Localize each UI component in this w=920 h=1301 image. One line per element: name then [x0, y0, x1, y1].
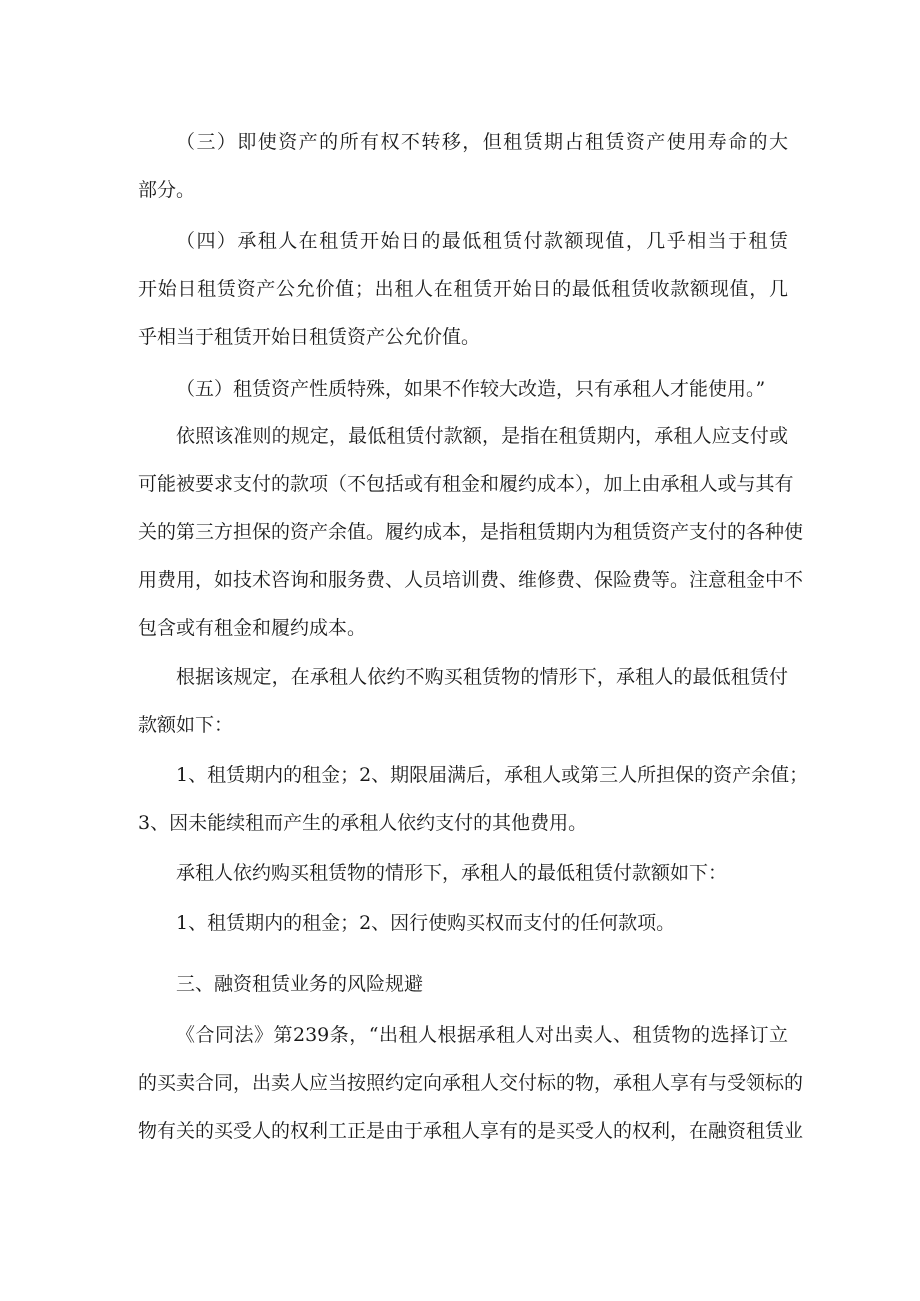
paragraph-line: 根据该规定，在承租人依约不购买租赁物的情形下，承租人的最低租赁付: [176, 666, 788, 688]
paragraph-line: 依照该准则的规定，最低租赁付款额，是指在租赁期内，承租人应支付或: [176, 425, 788, 447]
paragraph-line: 的买卖合同，出卖人应当按照约定向承租人交付标的物，承租人享有与受领标的: [138, 1072, 804, 1094]
paragraph-line: 关的第三方担保的资产余值。履约成本，是指租赁期内为租赁资产支付的各种使: [138, 521, 804, 543]
paragraph-line: 开始日租赁资产公允价值；出租人在租赁开始日的最低租赁收款额现值，几: [138, 278, 788, 300]
paragraph-line: 包含或有租金和履约成本。: [138, 617, 367, 639]
paragraph-line: （五）租赁资产性质特殊，如果不作较大改造，只有承租人才能使用。”: [176, 378, 766, 400]
paragraph-line: 1、租赁期内的租金；2、期限届满后，承租人或第三人所担保的资产余值；: [176, 764, 809, 786]
section-heading: 三、融资租赁业务的风险规避: [176, 973, 424, 995]
paragraph-line: 3、因未能续租而产生的承租人依约支付的其他费用。: [138, 812, 588, 834]
paragraph-line: （三）即使资产的所有权不转移，但租赁期占租赁资产使用寿命的大: [176, 131, 788, 153]
paragraph-line: 承租人依约购买租赁物的情形下，承租人的最低租赁付款额如下：: [176, 862, 728, 884]
paragraph-line: 物有关的买受人的权利工正是由于承租人享有的是买受人的权利，在融资租赁业: [138, 1120, 804, 1142]
paragraph-line: 《合同法》第239条，“出租人根据承租人对出卖人、租赁物的选择订立: [176, 1024, 788, 1046]
paragraph-line: 可能被要求支付的款项（不包括或有租金和履约成本），加上由承租人或与其有: [138, 473, 794, 495]
paragraph-line: 部分。: [138, 179, 196, 201]
paragraph-line: 用费用，如技术咨询和服务费、人员培训费、维修费、保险费等。注意租金中不: [138, 569, 804, 591]
paragraph-line: 乎相当于租赁开始日租赁资产公允价值。: [138, 326, 481, 348]
paragraph-line: 1、租赁期内的租金；2、因行使购买权而支付的任何款项。: [176, 912, 676, 934]
paragraph-line: 款额如下：: [138, 714, 234, 736]
paragraph-line: （四）承租人在租赁开始日的最低租赁付款额现值，几乎相当于租赁: [176, 230, 788, 252]
